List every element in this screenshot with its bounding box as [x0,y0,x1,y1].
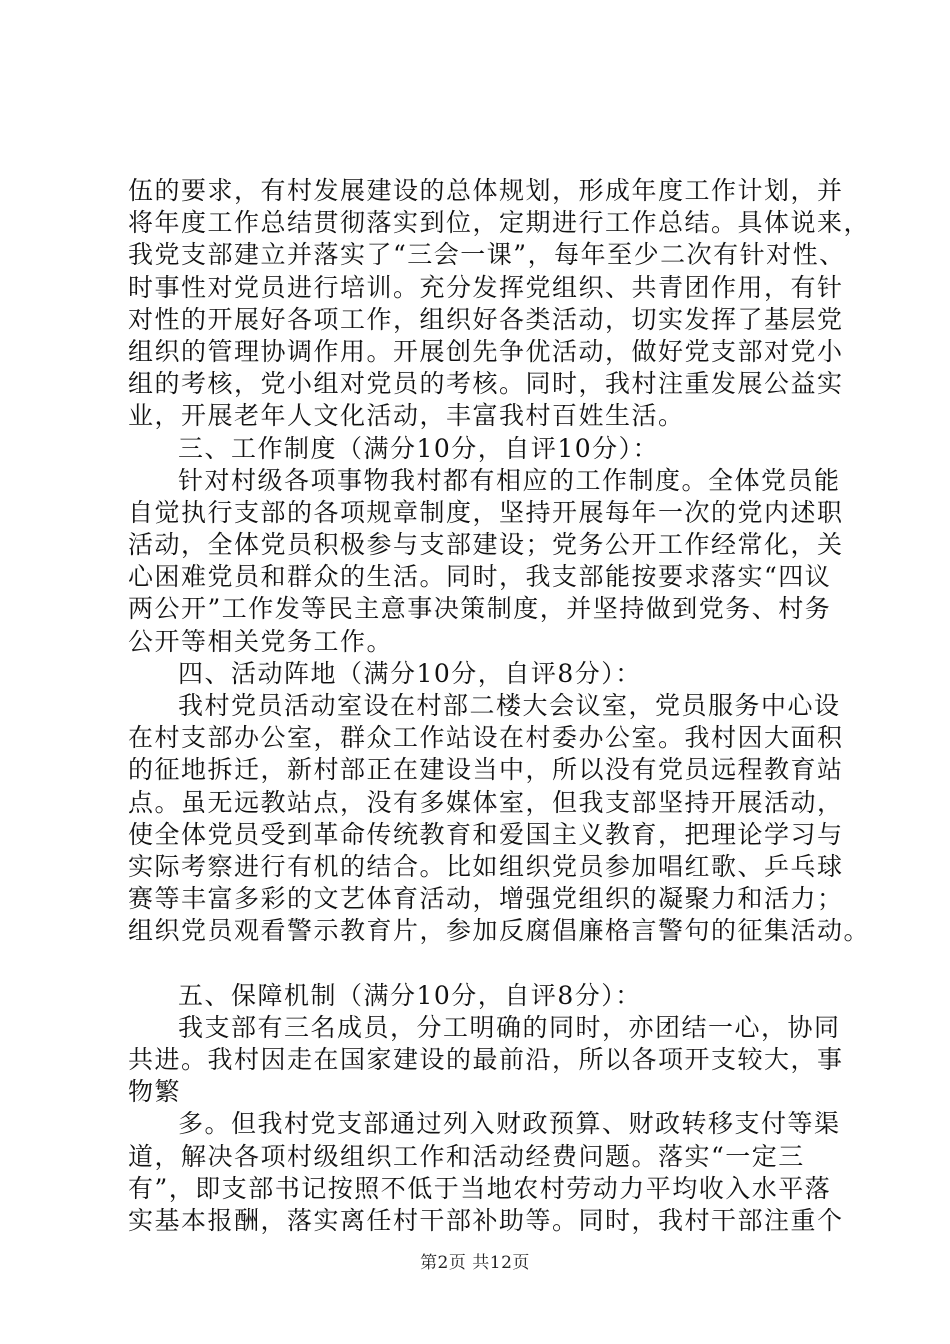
text-line: 实际考察进行有机的结合。比如组织党员参加唱红歌、乒乓球 [128,851,844,881]
text-line: 对性的开展好各项工作，组织好各类活动，切实发挥了基层党 [128,304,844,334]
text-line: 物繁 [128,1077,182,1107]
text-line: 多。但我村党支部通过列入财政预算、财政转移支付等渠 [178,1109,841,1139]
text-line: 我党支部建立并落实了“三会一课”，每年至少二次有针对性、 [128,240,846,270]
text-line: 我村党员活动室设在村部二楼大会议室，党员服务中心设 [178,691,841,720]
text-line: 组织党员观看警示教育片，参加反腐倡廉格言警句的征集活动。 [128,916,871,946]
text-line: 实基本报酬，落实离任村干部补助等。同时，我村干部注重个 [128,1206,844,1235]
document-body [128,175,871,1237]
text-line: 的征地拆迁，新村部正在建设当中，所以没有党员远程教育站 [128,755,844,785]
text-line: 点。虽无远教站点，没有多媒体室，但我支部坚持开展活动， [128,787,844,817]
text-line: 有”，即支部书记按照不低于当地农村劳动力平均收入水平落 [128,1173,832,1203]
text-line: 心困难党员和群众的生活。同时，我支部能按要求落实“四议 [128,562,832,592]
text-line: 时事性对党员进行培训。充分发挥党组织、共青团作用，有针 [128,272,844,302]
text-line: 使全体党员受到革命传统教育和爱国主义教育，把理论学习与 [128,819,844,849]
page-footer: 第2页 共12页 [420,1253,530,1273]
text-line: 将年度工作总结贯彻落实到位，定期进行工作总结。具体说来， [128,208,871,238]
text-line: 道，解决各项村级组织工作和活动经费问题。落实“一定三 [128,1141,805,1171]
text-line: 四、活动阵地（满分10分，自评8分）： [178,658,642,688]
text-line: 我支部有三名成员，分工明确的同时，亦团结一心，协同 [178,1012,841,1042]
text-line: 共进。我村因走在国家建设的最前沿，所以各项开支较大，事 [128,1045,844,1075]
text-line [128,948,838,980]
text-line: 两公开”工作发等民主意事决策制度，并坚持做到党务、村务 [128,594,832,624]
text-line: 自觉执行支部的各项规章制度，坚持开展每年一次的党内述职 [128,497,844,527]
text-line: 针对村级各项事物我村都有相应的工作制度。全体党员能 [178,465,841,495]
text-line: 组织的管理协调作用。开展创先争优活动，做好党支部对党小 [128,336,844,366]
text-line: 活动，全体党员积极参与支部建设；党务公开工作经常化，关 [128,530,844,560]
text-line: 三、工作制度（满分10分，自评10分）： [178,433,660,463]
text-line: 组的考核，党小组对党员的考核。同时，我村注重发展公益实 [128,369,844,399]
text-line: 公开等相关党务工作。 [128,626,394,656]
text-line: 业，开展老年人文化活动，丰富我村百姓生活。 [128,401,685,431]
text-line: 在村支部办公室，群众工作站设在村委办公室。我村因大面积 [128,723,844,753]
text-line: 赛等丰富多彩的文艺体育活动，增强党组织的凝聚力和活力； [128,884,844,914]
text-line: 五、保障机制（满分10分，自评8分）： [178,980,642,1010]
text-line: 伍的要求，有村发展建设的总体规划，形成年度工作计划，并 [128,176,844,205]
